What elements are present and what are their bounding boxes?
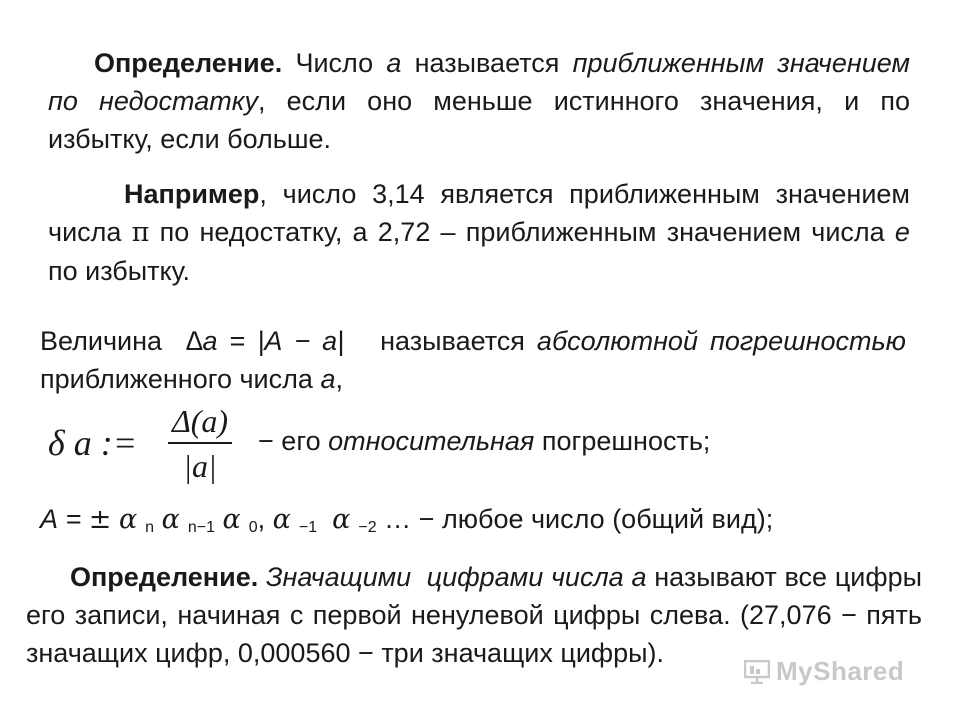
- relative-error-text: − его относительная погрешность;: [258, 426, 711, 456]
- definition-significant-digits: Определение. Значащими цифрами числа а называют все цифры его записи, начиная с первой ненулевой цифры слева. (27,076 − пять значащих цифр, 0,000560 − три значащих цифры).: [26, 562, 922, 668]
- general-number-form: А = ± α $_n$ α $_{n-1}$ α $_0$, α $_{-1}$ α $_{-2}$ … − любое число (общий вид);: [40, 504, 774, 536]
- definition-approximate: Определение. Число а называется приближенным значением по недостатку, если оно меньше истинного значения, и по избытку, если больше.: [48, 48, 910, 154]
- abs-difference: |А − а|: [257, 326, 345, 356]
- watermark-text: MyShared: [776, 656, 905, 686]
- pi-symbol: π: [131, 217, 150, 248]
- relative-error-formula: [38, 398, 918, 488]
- formula-lhs: δ a :=: [48, 423, 138, 463]
- fraction-bar: [168, 442, 232, 444]
- absolute-error-paragraph: Величина ∆а = |А − а| называется абсолютной погрешностью приближенного числа а,: [40, 326, 906, 394]
- fraction-denominator: |a|: [183, 448, 217, 484]
- definition-term: Определение.: [94, 48, 283, 78]
- fraction-numerator: Δ(a): [171, 403, 229, 439]
- fraction: [168, 402, 232, 486]
- definition-term: Определение.: [70, 562, 259, 592]
- presentation-board-icon: [744, 660, 770, 684]
- example-paragraph: Например, число 3,14 является приближенным значением числа π по недостатку, а 2,72 – приближенным значением числа е по избытку.: [48, 179, 910, 286]
- example-lead: Например: [124, 179, 260, 209]
- delta-a: ∆а: [186, 326, 218, 356]
- watermark: [744, 656, 904, 687]
